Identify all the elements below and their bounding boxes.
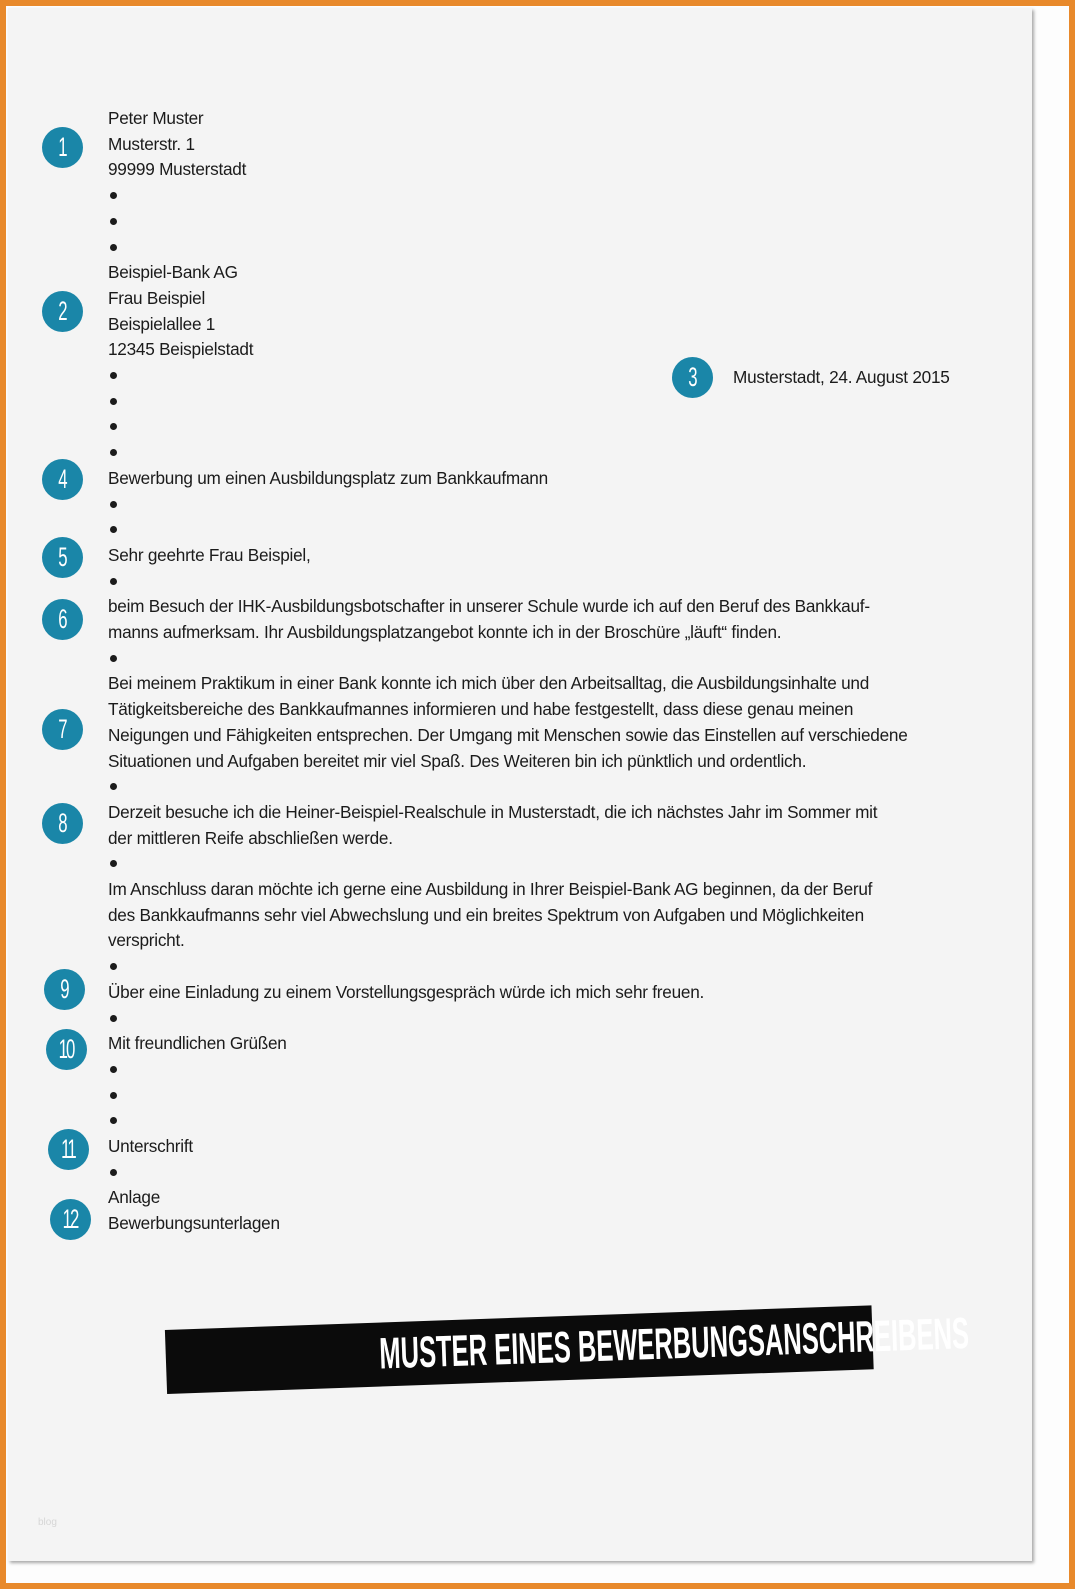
- badge-number: 12: [63, 1204, 78, 1234]
- number-badge-4: [42, 459, 83, 500]
- letter-line: Unterschrift: [108, 1136, 193, 1156]
- bullet-spacer: [110, 1092, 117, 1099]
- letter-line: Tätigkeitsbereiche des Bankkaufmannes informieren und habe festgestellt, dass diese genau meinen: [108, 699, 854, 720]
- bullet-spacer: [110, 372, 117, 379]
- letter-line: Mit freundlichen Grüßen: [108, 1033, 287, 1054]
- number-badge-6: [42, 599, 83, 640]
- bullet-spacer: [110, 218, 117, 225]
- letter-line: Anlage: [108, 1187, 161, 1208]
- letter-line: Situationen und Aufgaben bereitet mir viel Spaß. Des Weiteren bin ich pünktlich und ordentlich.: [108, 750, 807, 771]
- letter-line: verspricht.: [108, 930, 185, 951]
- letter-line: des Bankkaufmanns sehr viel Abwechslung und ein breites Spektrum von Aufgaben und Möglichkeiten: [108, 904, 864, 925]
- watermark: blog: [38, 1517, 57, 1528]
- badge-number: 9: [60, 974, 69, 1004]
- number-badge-11: [48, 1129, 89, 1170]
- bullet-spacer: [110, 1066, 117, 1073]
- badge-number: 2: [58, 296, 67, 326]
- badge-number: 3: [688, 362, 697, 392]
- number-badge-2: [42, 291, 83, 332]
- badge-number: 8: [58, 808, 67, 838]
- bullet-spacer: [110, 244, 117, 251]
- banner-title: MUSTER EINES BEWERBUNGSANSCHREIBENS: [378, 1308, 970, 1379]
- letter-line: Musterstr. 1: [108, 133, 195, 154]
- bullet-spacer: [110, 398, 117, 405]
- letter-line: der mittleren Reife abschließen werde.: [108, 827, 393, 848]
- number-badge-9: [44, 969, 85, 1010]
- letter-line: Bewerbungsunterlagen: [108, 1213, 280, 1234]
- number-badge-7: [42, 709, 83, 750]
- number-badge-1: [42, 127, 83, 168]
- letter-line: Derzeit besuche ich die Heiner-Beispiel-Realschule in Musterstadt, die ich nächstes Jahr im Sommer mit: [108, 801, 878, 822]
- bullet-spacer: [110, 1169, 117, 1176]
- badge-number: 7: [58, 714, 67, 744]
- badge-number: 1: [58, 132, 67, 162]
- letter-line: Beispielallee 1: [108, 313, 216, 334]
- number-badge-12: [50, 1199, 91, 1240]
- letter-line: Bewerbung um einen Ausbildungsplatz zum Bankkaufmann: [108, 467, 548, 488]
- number-badge-8: [42, 803, 83, 844]
- letter-date: Musterstadt, 24. August 2015: [733, 367, 950, 387]
- letter-line: Neigungen und Fähigkeiten entsprechen. Der Umgang mit Menschen sowie das Einstellen auf verschiedene: [108, 724, 908, 745]
- badge-number: 6: [58, 604, 67, 634]
- bullet-spacer: [110, 1015, 117, 1022]
- letter-line: Peter Muster: [108, 108, 204, 128]
- badge-number: 11: [61, 1134, 76, 1164]
- bullet-spacer: [110, 501, 117, 508]
- badge-number: 10: [59, 1034, 74, 1064]
- bullet-spacer: [110, 578, 117, 585]
- letter-line: beim Besuch der IHK-Ausbildungsbotschafter in unserer Schule wurde ich auf den Beruf des Bankkauf-: [108, 596, 870, 617]
- badge-number: 4: [58, 464, 67, 494]
- letter-line: Im Anschluss daran möchte ich gerne eine Ausbildung in Ihrer Beispiel-Bank AG beginnen, da der Beruf: [108, 879, 873, 899]
- letter-line: Frau Beispiel: [108, 287, 206, 308]
- bullet-spacer: [110, 655, 117, 662]
- letter-line: Über eine Einladung zu einem Vorstellungsgespräch würde ich mich sehr freuen.: [108, 981, 705, 1002]
- letter-line: 99999 Musterstadt: [108, 159, 247, 180]
- letter-line: Beispiel-Bank AG: [108, 262, 238, 283]
- letter-line: manns aufmerksam. Ihr Ausbildungsplatzangebot konnte ich in der Broschüre „läuft“ finden.: [108, 622, 782, 642]
- letter-line: 12345 Beispielstadt: [108, 339, 254, 360]
- letter-line: Sehr geehrte Frau Beispiel,: [108, 544, 311, 565]
- number-badge-10: [46, 1029, 87, 1070]
- badge-number: 5: [58, 542, 67, 572]
- number-badge-3: [672, 357, 713, 398]
- number-badge-5: [42, 537, 83, 578]
- letter-line: Bei meinem Praktikum in einer Bank konnte ich mich über den Arbeitsalltag, die Ausbildungsinhalte und: [108, 673, 870, 694]
